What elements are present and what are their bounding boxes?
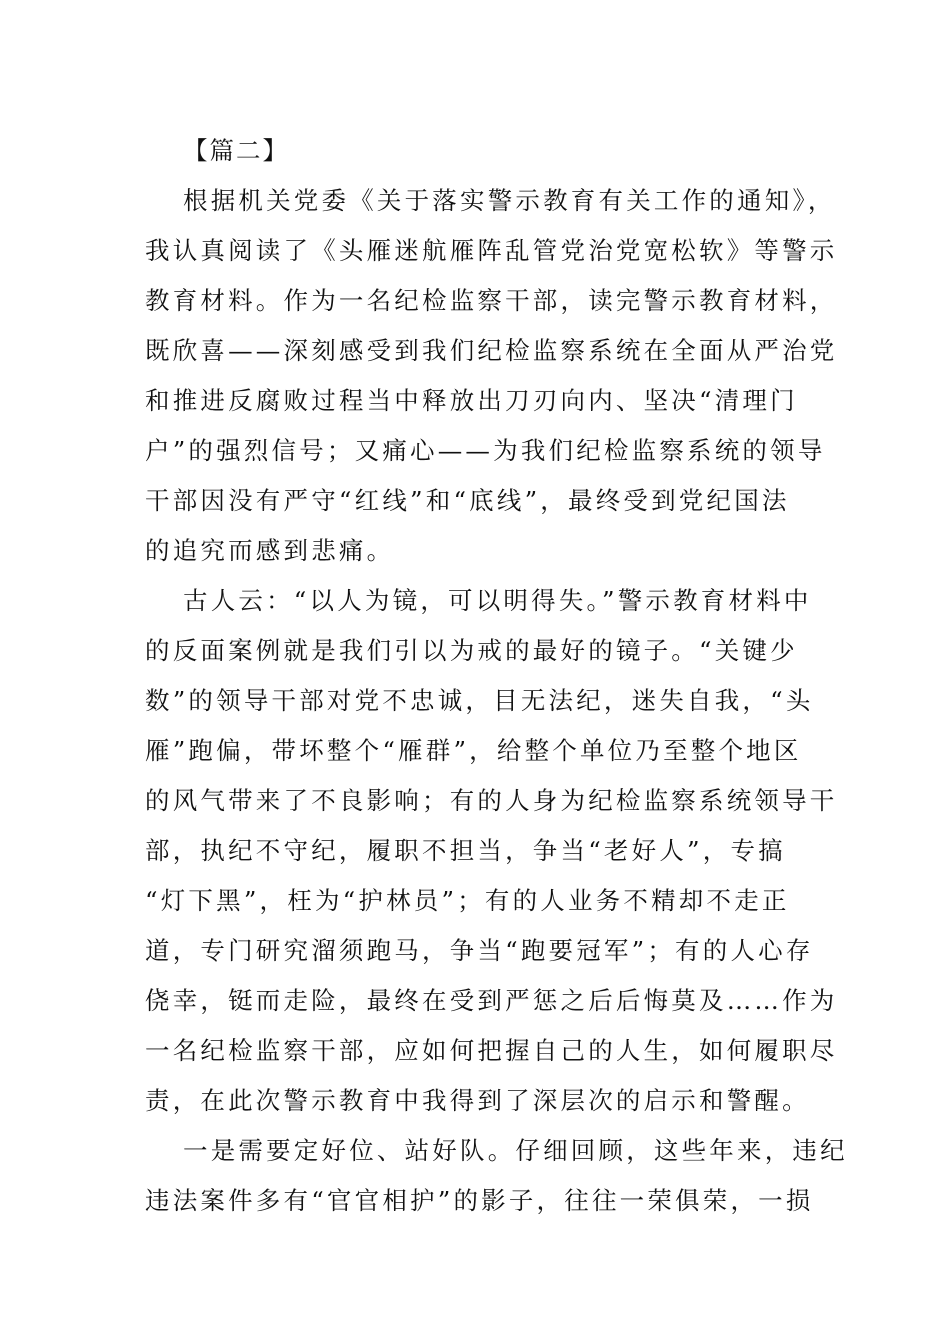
paragraph-2-line-2: 的反面案例就是我们引以为戒的最好的镜子。“关键少	[145, 636, 798, 665]
paragraph-3-line-1: 一是需要定好位、站好队。仔细回顾，这些年来，违纪	[183, 1136, 848, 1165]
paragraph-2-line-11: 责，在此次警示教育中我得到了深层次的启示和警醒。	[145, 1086, 810, 1115]
paragraph-2-line-9: 侥幸，铤而走险，最终在受到严惩之后后悔莫及……作为	[145, 986, 838, 1015]
paragraph-2-line-6: 部，执纪不守纪，履职不担当，争当“老好人”，专搞	[145, 836, 786, 865]
paragraph-1-line-4: 既欣喜——深刻感受到我们纪检监察系统在全面从严治党	[145, 336, 838, 365]
section-heading: 【篇二】	[183, 136, 289, 165]
paragraph-2-line-3: 数”的领导干部对党不忠诚，目无法纪，迷失自我，“头	[145, 686, 814, 715]
paragraph-1-line-6: 户”的强烈信号；又痛心——为我们纪检监察系统的领导	[145, 436, 826, 465]
paragraph-2-line-1: 古人云：“以人为镜，可以明得失。”警示教育材料中	[183, 586, 812, 615]
paragraph-2-line-7: “灯下黑”，枉为“护林员”；有的人业务不精却不走正	[145, 886, 790, 915]
paragraph-1-line-1: 根据机关党委《关于落实警示教育有关工作的通知》，	[183, 186, 836, 215]
paragraph-2-line-10: 一名纪检监察干部，应如何把握自己的人生，如何履职尽	[145, 1036, 838, 1065]
paragraph-2-line-8: 道，专门研究溜须跑马，争当“跑要冠军”；有的人心存	[145, 936, 814, 965]
paragraph-1-line-5: 和推进反腐败过程当中释放出刀刃向内、坚决“清理门	[145, 386, 798, 415]
document-body	[145, 126, 848, 1226]
paragraph-1-line-2: 我认真阅读了《头雁迷航雁阵乱管党治党宽松软》等警示	[145, 236, 838, 265]
paragraph-3-line-2: 违法案件多有“官官相护”的影子，往往一荣俱荣，一损	[145, 1186, 814, 1215]
paragraph-1-line-7: 干部因没有严守“红线”和“底线”，最终受到党纪国法	[145, 486, 790, 515]
paragraph-1-line-8: 的追究而感到悲痛。	[145, 536, 395, 565]
paragraph-2-line-4: 雁”跑偏，带坏整个“雁群”，给整个单位乃至整个地区	[145, 736, 802, 765]
paragraph-2-line-5: 的风气带来了不良影响；有的人身为纪检监察系统领导干	[145, 786, 838, 815]
paragraph-1-line-3: 教育材料。作为一名纪检监察干部，读完警示教育材料，	[145, 286, 838, 315]
